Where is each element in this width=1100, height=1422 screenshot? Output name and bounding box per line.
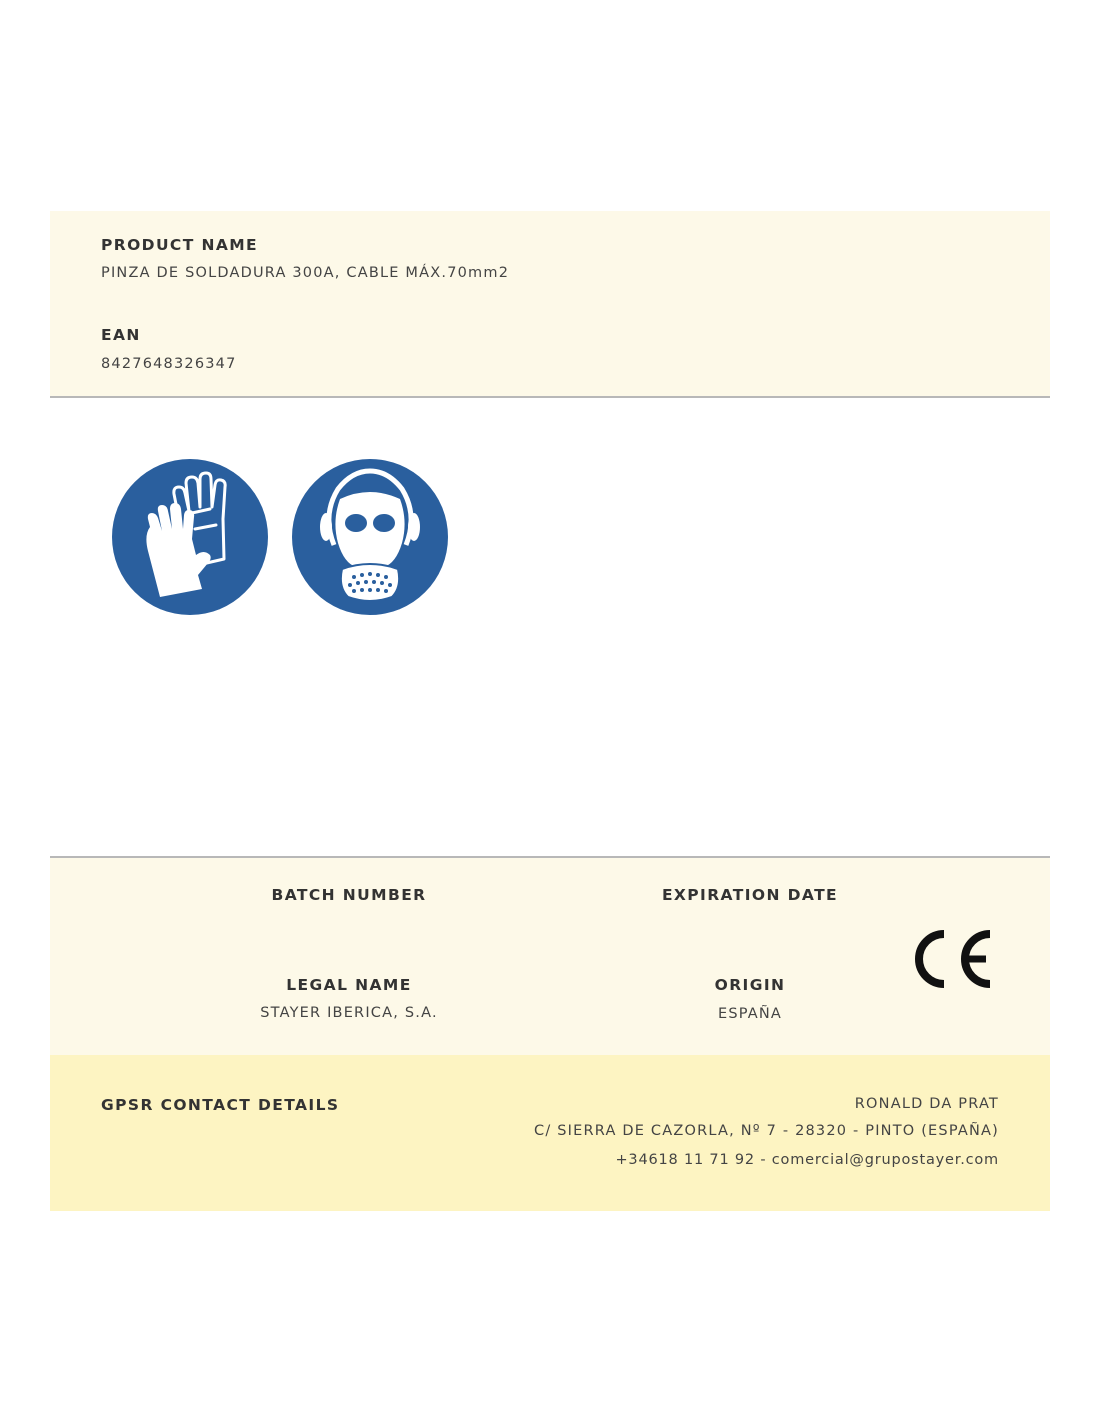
- details-panel: [50, 856, 1050, 1057]
- expiration-date-label: EXPIRATION DATE: [661, 886, 839, 904]
- gpsr-contact-name: RONALD DA PRAT: [854, 1096, 999, 1112]
- product-name-label: PRODUCT NAME: [101, 236, 259, 254]
- batch-number-label: BATCH NUMBER: [271, 886, 427, 904]
- gloves-icon: [112, 459, 268, 615]
- product-info-panel: [50, 211, 1050, 398]
- product-name-value: PINZA DE SOLDADURA 300A, CABLE MÁX.70mm2: [101, 265, 510, 281]
- ce-mark-icon: [908, 928, 994, 990]
- origin-value: ESPAÑA: [717, 1006, 783, 1022]
- gpsr-phone-email: +34618 11 71 92 - comercial@grupostayer.com: [615, 1152, 999, 1168]
- legal-name-label: LEGAL NAME: [286, 976, 412, 994]
- gpsr-contact-label: GPSR CONTACT DETAILS: [101, 1096, 340, 1114]
- origin-label: ORIGIN: [714, 976, 786, 994]
- ean-value: 8427648326347: [101, 356, 237, 372]
- gpsr-address: C/ SIERRA DE CAZORLA, Nº 7 - 28320 - PINTO (ESPAÑA): [534, 1123, 999, 1139]
- ean-label: EAN: [101, 326, 141, 344]
- respirator-mask-icon: [292, 459, 448, 615]
- legal-name-value: STAYER IBERICA, S.A.: [260, 1005, 438, 1021]
- gpsr-contact-panel: [50, 1055, 1050, 1211]
